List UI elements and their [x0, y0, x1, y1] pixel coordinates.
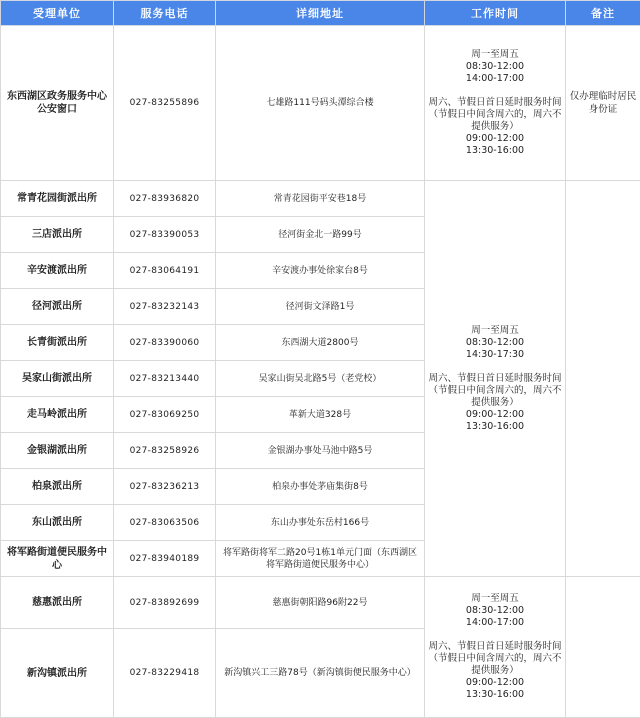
phone-cell: 027-83255896 — [114, 26, 216, 181]
unit-cell: 辛安渡派出所 — [1, 253, 114, 289]
address-cell: 常青花园街平安巷18号 — [216, 181, 425, 217]
address-cell: 新沟镇兴工三路78号（新沟镇街便民服务中心） — [216, 629, 425, 718]
hours-am: 08:30-12:00 — [465, 336, 525, 348]
phone-cell: 027-83213440 — [114, 361, 216, 397]
hours-weekend: 周六、节假日首日延时服务时间（节假日中间含周六的，周六不提供服务） — [428, 97, 562, 132]
hours-weekend-pm: 13:30-16:00 — [465, 689, 525, 700]
unit-cell: 长青街派出所 — [1, 325, 114, 361]
header-address: 详细地址 — [216, 1, 425, 26]
address-cell: 径河街文泽路1号 — [216, 289, 425, 325]
phone-cell: 027-83940189 — [114, 541, 216, 577]
hours-weekend-am: 09:00-12:00 — [465, 408, 525, 420]
unit-cell: 三店派出所 — [1, 217, 114, 253]
table-row — [1, 26, 640, 181]
hours-pm: 14:00-17:00 — [465, 73, 525, 84]
phone-cell: 027-83236213 — [114, 469, 216, 505]
phone-cell: 027-83064191 — [114, 253, 216, 289]
address-cell: 革新大道328号 — [216, 397, 425, 433]
address-cell: 金银湖办事处马池中路5号 — [216, 433, 425, 469]
header-note: 备注 — [566, 1, 640, 26]
address-cell: 东西湖大道2800号 — [216, 325, 425, 361]
unit-cell: 慈惠派出所 — [1, 577, 114, 629]
unit-cell: 柏泉派出所 — [1, 469, 114, 505]
address-cell: 柏泉办事处茅庙集街8号 — [216, 469, 425, 505]
phone-cell: 027-83390053 — [114, 217, 216, 253]
table-row — [1, 577, 640, 629]
hours-pm: 14:30-17:30 — [465, 348, 525, 360]
phone-cell: 027-83892699 — [114, 577, 216, 629]
hours-weekend-am: 09:00-12:00 — [465, 677, 525, 688]
hours-weekend: 周六、节假日首日延时服务时间（节假日中间含周六的，周六不提供服务） — [428, 641, 562, 676]
address-cell: 吴家山街吴北路5号（老党校） — [216, 361, 425, 397]
note-cell: 仅办理临时居民身份证 — [566, 26, 640, 181]
unit-cell: 常青花园街派出所 — [1, 181, 114, 217]
unit-cell: 吴家山街派出所 — [1, 361, 114, 397]
hours-cell — [425, 577, 566, 718]
phone-cell: 027-83390060 — [114, 325, 216, 361]
note-cell-empty — [566, 577, 640, 718]
hours-weekend-pm: 13:30-16:00 — [465, 420, 525, 432]
hours-weekday: 周一至周五 — [471, 324, 519, 336]
header-phone: 服务电话 — [114, 1, 216, 26]
address-cell: 七雄路111号码头潭综合楼 — [216, 26, 425, 181]
hours-weekday: 周一至周五 — [471, 49, 519, 60]
address-cell: 辛安渡办事处徐家台8号 — [216, 253, 425, 289]
header-hours: 工作时间 — [425, 1, 566, 26]
hours-am: 08:30-12:00 — [465, 61, 525, 72]
unit-cell: 东西湖区政务服务中心公安窗口 — [1, 26, 114, 181]
hours-weekend-am: 09:00-12:00 — [465, 133, 525, 144]
address-cell: 将军路街将军二路20号1栋1单元门面（东西湖区将军路街道便民服务中心） — [216, 541, 425, 577]
hours-am: 08:30-12:00 — [465, 605, 525, 616]
unit-cell: 径河派出所 — [1, 289, 114, 325]
note-cell-empty — [566, 181, 640, 577]
hours-weekend: 周六、节假日首日延时服务时间（节假日中间含周六的，周六不提供服务） — [428, 372, 562, 408]
phone-cell: 027-83232143 — [114, 289, 216, 325]
table-row — [1, 181, 640, 217]
phone-cell: 027-83063506 — [114, 505, 216, 541]
unit-cell: 新沟镇派出所 — [1, 629, 114, 718]
hours-cell — [425, 26, 566, 181]
header-row — [1, 1, 640, 26]
unit-cell: 金银湖派出所 — [1, 433, 114, 469]
unit-cell: 东山派出所 — [1, 505, 114, 541]
unit-cell: 将军路街道便民服务中心 — [1, 541, 114, 577]
hours-cell — [425, 181, 566, 577]
phone-cell: 027-83069250 — [114, 397, 216, 433]
unit-cell: 走马岭派出所 — [1, 397, 114, 433]
phone-cell: 027-83229418 — [114, 629, 216, 718]
address-cell: 慈惠街朝阳路96附22号 — [216, 577, 425, 629]
phone-cell: 027-83936820 — [114, 181, 216, 217]
hours-weekend-pm: 13:30-16:00 — [465, 145, 525, 156]
hours-weekday: 周一至周五 — [471, 593, 519, 604]
address-cell: 东山办事处东岳村166号 — [216, 505, 425, 541]
phone-cell: 027-83258926 — [114, 433, 216, 469]
address-cell: 径河街金北一路99号 — [216, 217, 425, 253]
hours-pm: 14:00-17:00 — [465, 617, 525, 628]
header-unit: 受理单位 — [1, 1, 114, 26]
